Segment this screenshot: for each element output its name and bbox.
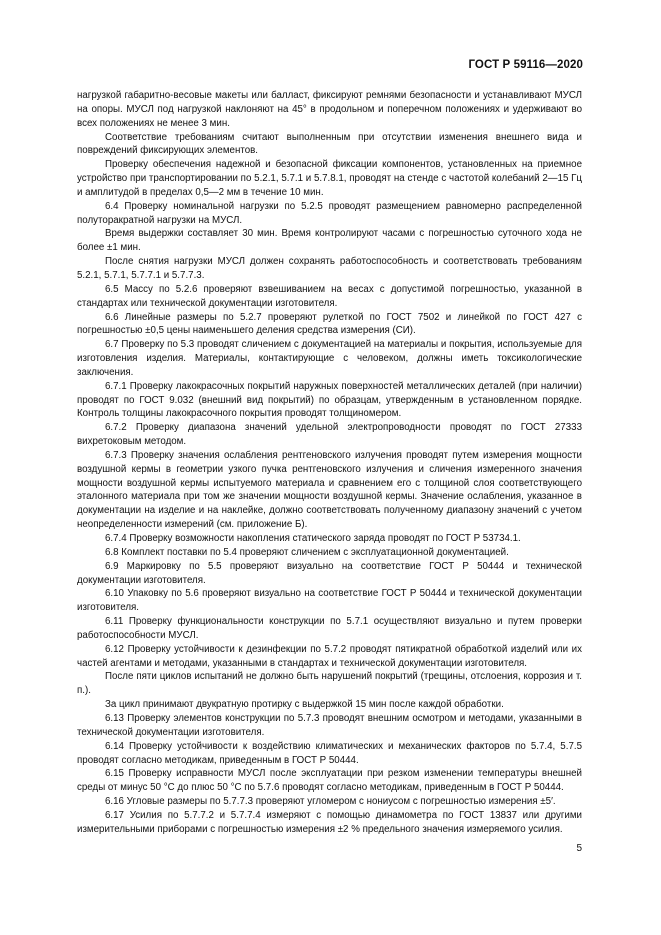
document-body: [77, 89, 582, 837]
body-paragraph: Соответствие требованиям считают выполненным при отсутствии изменения внешнего вида и повреждений фиксирующих элементов.: [77, 131, 582, 157]
body-paragraph: 6.10 Упаковку по 5.6 проверяют визуально на соответствие ГОСТ Р 50444 и технической документации изготовителя.: [77, 588, 582, 614]
body-paragraph: 6.9 Маркировку по 5.5 проверяют визуально на соответствие ГОСТ Р 50444 и технической документации изготовителя.: [77, 560, 582, 586]
body-paragraph: 6.7 Проверку по 5.3 проводят сличением с документацией на материалы и покрытия, используемые для изготовления изделия. Материалы, контактирующие с человеком, должны иметь токсикологические заключения.: [77, 339, 582, 378]
body-paragraph: 6.7.2 Проверку диапазона значений удельной электропроводности проводят по ГОСТ 27333 вихретоковым методом.: [77, 422, 582, 448]
body-paragraph: За цикл принимают двукратную протирку с выдержкой 15 мин после каждой обработки.: [105, 699, 504, 711]
document-code-header: ГОСТ Р 59116—2020: [468, 59, 583, 71]
page-number: 5: [576, 843, 582, 854]
body-paragraph: 6.7.3 Проверку значения ослабления рентгеновского излучения проводят путем измерения мощности воздушной кермы в геометрии узкого пучка рентгеновского излучения и сличения измеренного значения мощности воздушной кермы испытуемого материала и сравнением его с толщиной слоя соответствующего эталонного материала при том же значении мощности воздушной кермы. Значение ослабления, указанное в документации на изделие и на наклейке, должно соответствовать полученному диапазону значений с учетом неопределенности измерений (см. приложение Б).: [77, 449, 582, 531]
body-paragraph: 6.14 Проверку устойчивости к воздействию климатических и механических факторов по 5.7.4, 5.7.5 проводят согласно методикам, приведенным в ГОСТ Р 50444.: [77, 740, 582, 766]
body-paragraph: 6.17 Усилия по 5.7.7.2 и 5.7.7.4 измеряют с помощью динамометра по ГОСТ 13837 или другими измерительными приборами с погрешностью измерения ±2 % предельного значения измеряемого усилия.: [77, 809, 582, 835]
body-paragraph: После снятия нагрузки МУСЛ должен сохранять работоспособность и соответствовать требованиям 5.2.1, 5.7.1, 5.7.7.1 и 5.7.7.3.: [77, 256, 582, 281]
body-paragraph: 6.7.4 Проверку возможности накопления статического заряда проводят по ГОСТ Р 53734.1.: [105, 533, 521, 544]
body-paragraph: 6.12 Проверку устойчивости к дезинфекции по 5.7.2 проводят пятикратной обработкой изделий или их частей агентами и методами, указанными в стандартах и технической документации изготовителя.: [77, 643, 582, 669]
body-paragraph: 6.13 Проверку элементов конструкции по 5.7.3 проводят внешним осмотром и методами, указанными в технической документации изготовителя.: [77, 712, 582, 738]
body-paragraph: 6.4 Проверку номинальной нагрузки по 5.2.5 проводят размещением равномерно распределенной полуторакратной нагрузки на МУСЛ.: [77, 200, 582, 226]
body-paragraph: 6.11 Проверку функциональности конструкции по 5.7.1 осуществляют визуально и путем проверки работоспособности МУСЛ.: [77, 616, 582, 641]
body-paragraph: 6.5 Массу по 5.2.6 проверяют взвешиванием на весах с допустимой погрешностью, указанной в стандартах или технической документации изготовителя.: [77, 283, 582, 309]
body-paragraph: 6.8 Комплект поставки по 5.4 проверяют сличением с эксплуатационной документацией.: [105, 546, 509, 558]
body-paragraph: Проверку обеспечения надежной и безопасной фиксации компонентов, установленных на приемное устройство при транспортировании по 5.2.1, 5.7.1 и 5.7.8.1, проводят на стенде с частотой колебаний 2—15 Гц и амплитудой в пределах 0,5—2 мм в течение 10 мин.: [77, 159, 582, 198]
body-paragraph: После пяти циклов испытаний не должно быть нарушений покрытий (трещины, отслоения, коррозия и т. п.).: [77, 671, 582, 697]
body-paragraph: нагрузкой габаритно-весовые макеты или балласт, фиксируют ремнями безопасности и устанавливают МУСЛ на опоры. МУСЛ под нагрузкой наклоняют на 45° в продольном и поперечном положениях и удерживают во всех положениях не менее 3 мин.: [77, 90, 582, 129]
body-paragraph: 6.16 Угловые размеры по 5.7.7.3 проверяют угломером с нониусом с погрешностью измерения ±5′.: [105, 796, 556, 808]
body-paragraph: 6.6 Линейные размеры по 5.2.7 проверяют рулеткой по ГОСТ 7502 и линейкой по ГОСТ 427 с погрешностью ±0,5 цены наименьшего деления средства измерения (СИ).: [77, 311, 582, 337]
body-paragraph: 6.15 Проверку исправности МУСЛ после эксплуатации при резком изменении температуры внешней среды от минус 50 °С до плюс 50 °С по 5.7.6 проводят согласно методикам, приведенным в ГОСТ Р 50444.: [77, 768, 582, 794]
body-paragraph: Время выдержки составляет 30 мин. Время контролируют часами с погрешностью суточного хода не более ±1 мин.: [77, 228, 582, 254]
body-paragraph: 6.7.1 Проверку лакокрасочных покрытий наружных поверхностей металлических деталей (при наличии) проводят по ГОСТ 9.032 (внешний вид покрытий) по образцам, утвержденным в установленном порядке. Контроль толщины лакокрасочного покрытия проводят толщиномером.: [77, 380, 582, 420]
